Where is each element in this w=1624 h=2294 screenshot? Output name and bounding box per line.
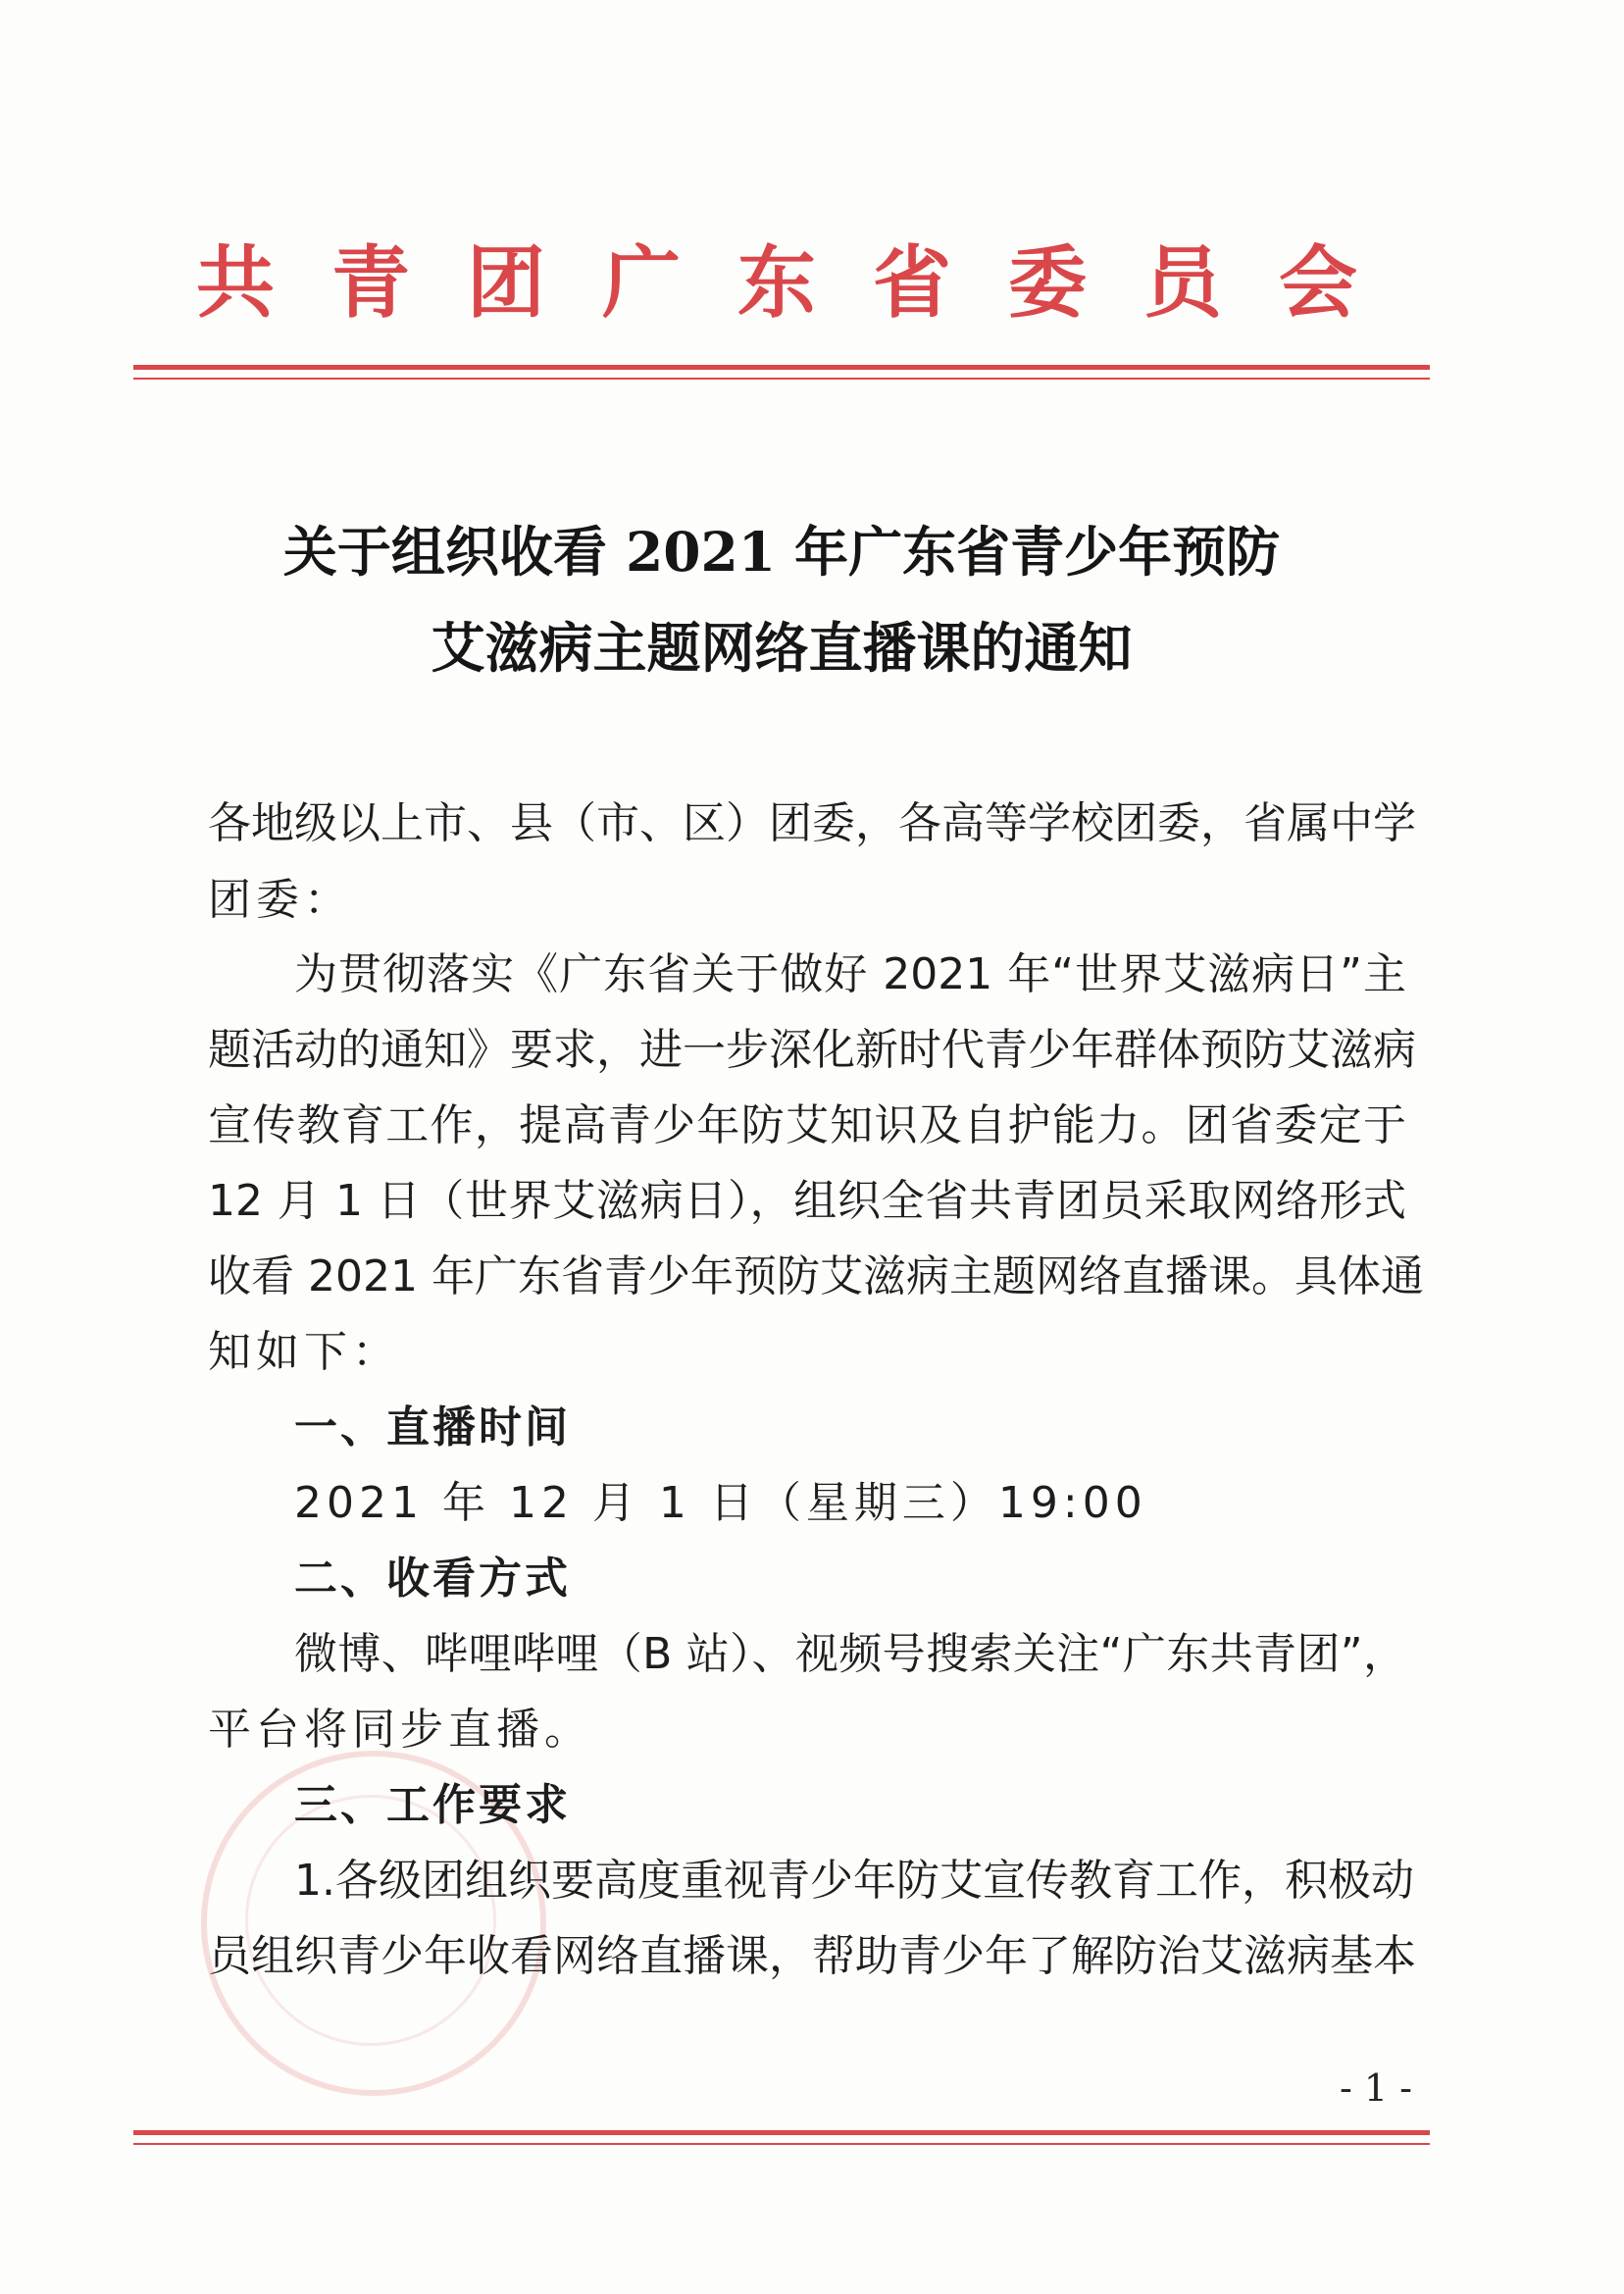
header-red-rule-thick <box>133 365 1430 370</box>
footer-red-rule-thin <box>133 2143 1430 2145</box>
intro-line-6: 知如下： <box>208 1327 400 1377</box>
section-1-text: 2021 年 12 月 1 日（星期三）19:00 <box>294 1478 1147 1528</box>
intro-line-2: 题活动的通知》要求，进一步深化新时代青少年群体预防艾滋病 <box>208 1025 1416 1075</box>
footer-red-rule-thick <box>133 2130 1430 2135</box>
section-2-line-2: 平台将同步直播。 <box>208 1705 592 1755</box>
intro-line-5: 收看 2021 年广东省青少年预防艾滋病主题网络直播课。具体通 <box>208 1251 1424 1301</box>
addressee-line-1: 各地级以上市、县（市、区）团委，各高等学校团委，省属中学 <box>208 798 1416 848</box>
intro-line-3: 宣传教育工作，提高青少年防艾知识及自护能力。团省委定于 <box>208 1100 1406 1150</box>
document-title-line-2: 艾滋病主题网络直播课的通知 <box>431 616 1133 680</box>
section-3-line-2: 员组织青少年收看网络直播课，帮助青少年了解防治艾滋病基本 <box>208 1931 1416 1981</box>
section-1-heading: 一、直播时间 <box>294 1402 571 1453</box>
addressee-line-2: 团委： <box>208 875 352 925</box>
section-3-heading: 三、工作要求 <box>294 1780 571 1830</box>
intro-line-4: 12 月 1 日（世界艾滋病日），组织全省共青团员采取网络形式 <box>208 1176 1406 1226</box>
page-number: - 1 - <box>1339 2066 1412 2110</box>
organization-header: 共青团广东省委员会 <box>196 236 1414 329</box>
header-red-rule-thin <box>133 378 1430 380</box>
section-2-heading: 二、收看方式 <box>294 1554 571 1604</box>
intro-line-1: 为贯彻落实《广东省关于做好 2021 年“世界艾滋病日”主 <box>294 949 1406 999</box>
document-title-line-1: 关于组织收看 2021 年广东省青少年预防 <box>282 520 1281 584</box>
section-3-line-1: 1.各级团组织要高度重视青少年防艾宣传教育工作，积极动 <box>294 1856 1414 1906</box>
section-2-line-1: 微博、哔哩哔哩（B 站）、视频号搜索关注“广东共青团”， <box>294 1629 1406 1679</box>
